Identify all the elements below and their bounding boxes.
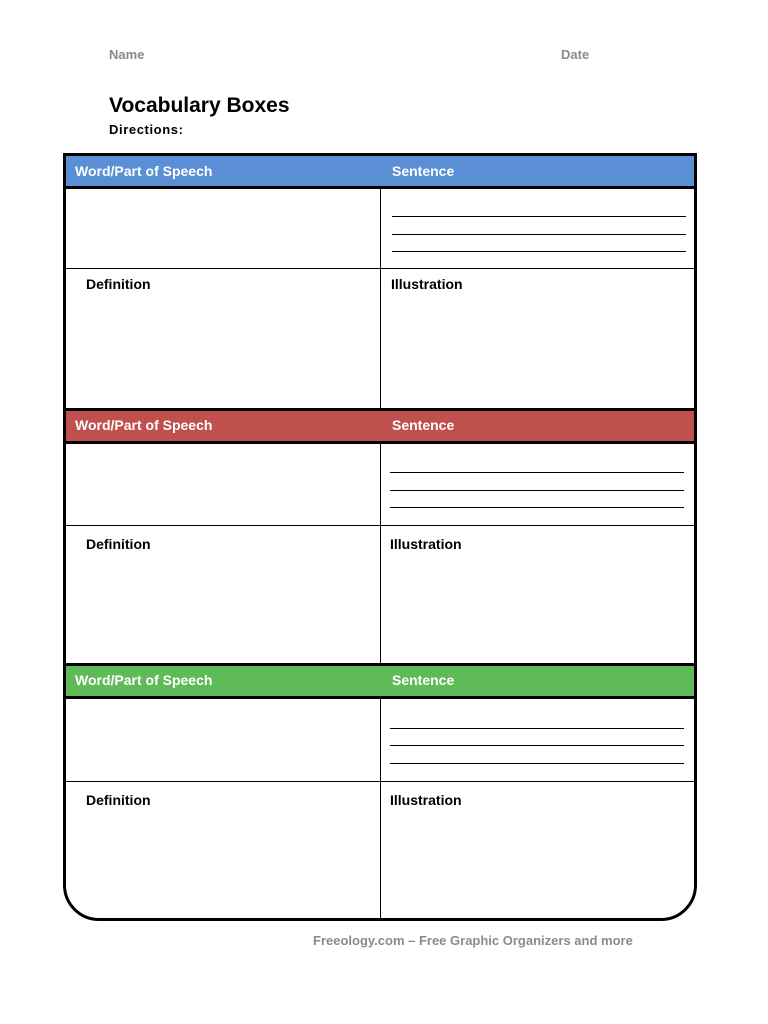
column-divider [380, 444, 381, 664]
word-part-of-speech-header: Word/Part of Speech [75, 417, 213, 433]
column-divider [380, 699, 381, 921]
directions-label: Directions: [109, 122, 184, 137]
sentence-writing-line [390, 728, 684, 729]
row-divider [66, 525, 694, 526]
vocabulary-sheet [63, 153, 697, 921]
row-divider [66, 268, 694, 269]
sentence-writing-line [392, 234, 686, 235]
name-label: Name [109, 47, 145, 62]
sentence-writing-line [392, 251, 686, 252]
sentence-header: Sentence [392, 163, 455, 179]
sentence-writing-line [390, 745, 684, 746]
row-divider [66, 781, 694, 782]
box-1-header-band [66, 156, 694, 189]
sentence-writing-line [392, 216, 686, 217]
page-title: Vocabulary Boxes [109, 94, 290, 117]
sentence-writing-line [390, 472, 684, 473]
illustration-label: Illustration [390, 536, 462, 552]
word-part-of-speech-header: Word/Part of Speech [75, 672, 213, 688]
sentence-writing-line [390, 507, 684, 508]
illustration-label: Illustration [390, 792, 462, 808]
box-2-header-band [66, 408, 694, 444]
illustration-label: Illustration [391, 276, 463, 292]
sentence-writing-line [390, 763, 684, 764]
sentence-header: Sentence [392, 417, 455, 433]
sentence-writing-line [390, 490, 684, 491]
definition-label: Definition [86, 276, 151, 292]
date-label: Date [561, 47, 590, 62]
box-3-header-band [66, 663, 694, 699]
definition-label: Definition [86, 792, 151, 808]
footer-credit: Freeology.com – Free Graphic Organizers and more [313, 933, 633, 948]
column-divider [380, 189, 381, 409]
sentence-header: Sentence [392, 672, 455, 688]
word-part-of-speech-header: Word/Part of Speech [75, 163, 213, 179]
definition-label: Definition [86, 536, 151, 552]
